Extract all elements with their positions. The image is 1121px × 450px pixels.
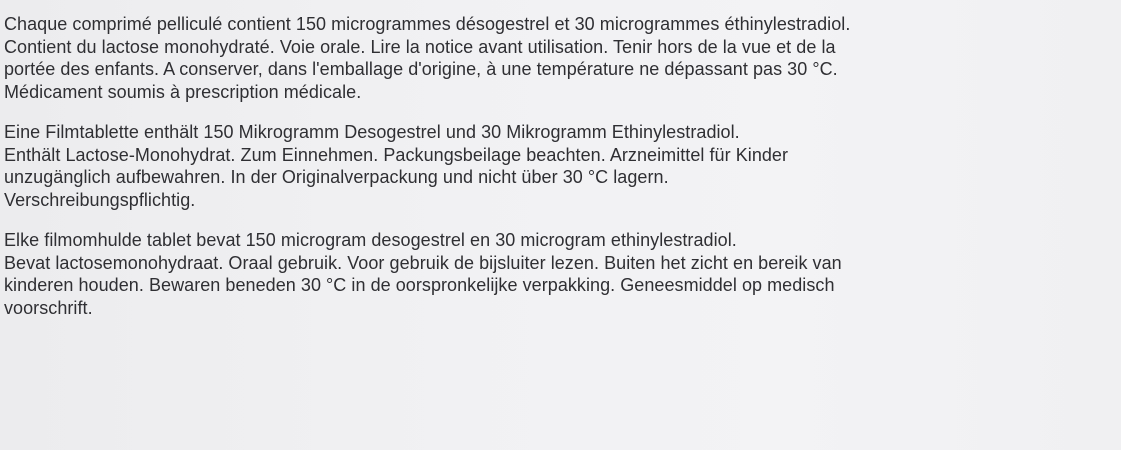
dutch-line: Elke filmomhulde tablet bevat 150 microgram desogestrel en 30 microgram ethinylestradiol. [4, 230, 737, 250]
dutch-text-block [4, 229, 1121, 319]
german-line: Eine Filmtablette enthält 150 Mikrogramm Desogestrel und 30 Mikrogramm Ethinylestradiol. [4, 122, 740, 142]
french-line: portée des enfants. A conserver, dans l'emballage d'origine, à une température ne dépassant pas 30 °C. [4, 59, 838, 79]
german-line: Enthält Lactose-Monohydrat. Zum Einnehmen. Packungsbeilage beachten. Arzneimittel für Kinder [4, 144, 789, 165]
dutch-line: Bevat lactosemonohydraat. Oraal gebruik. Voor gebruik de bijsluiter lezen. Buiten het zicht en bereik van [4, 252, 842, 273]
french-line: Chaque comprimé pelliculé contient 150 microgrammes désogestrel et 30 microgrammes éthinylestradiol. [4, 14, 851, 34]
dutch-line: kinderen houden. Bewaren beneden 30 °C in de oorspronkelijke verpakking. Geneesmiddel op medisch [4, 275, 835, 295]
french-line: Contient du lactose monohydraté. Voie orale. Lire la notice avant utilisation. Tenir hors de la vue et de la [4, 36, 836, 57]
french-text-block [4, 13, 1121, 103]
german-text-block [4, 121, 1121, 211]
french-line: Médicament soumis à prescription médicale. [4, 81, 362, 102]
dutch-line: voorschrift. [4, 297, 93, 318]
german-line: unzugänglich aufbewahren. In der Originalverpackung und nicht über 30 °C lagern. [4, 167, 669, 187]
german-line: Verschreibungspflichtig. [4, 189, 196, 210]
